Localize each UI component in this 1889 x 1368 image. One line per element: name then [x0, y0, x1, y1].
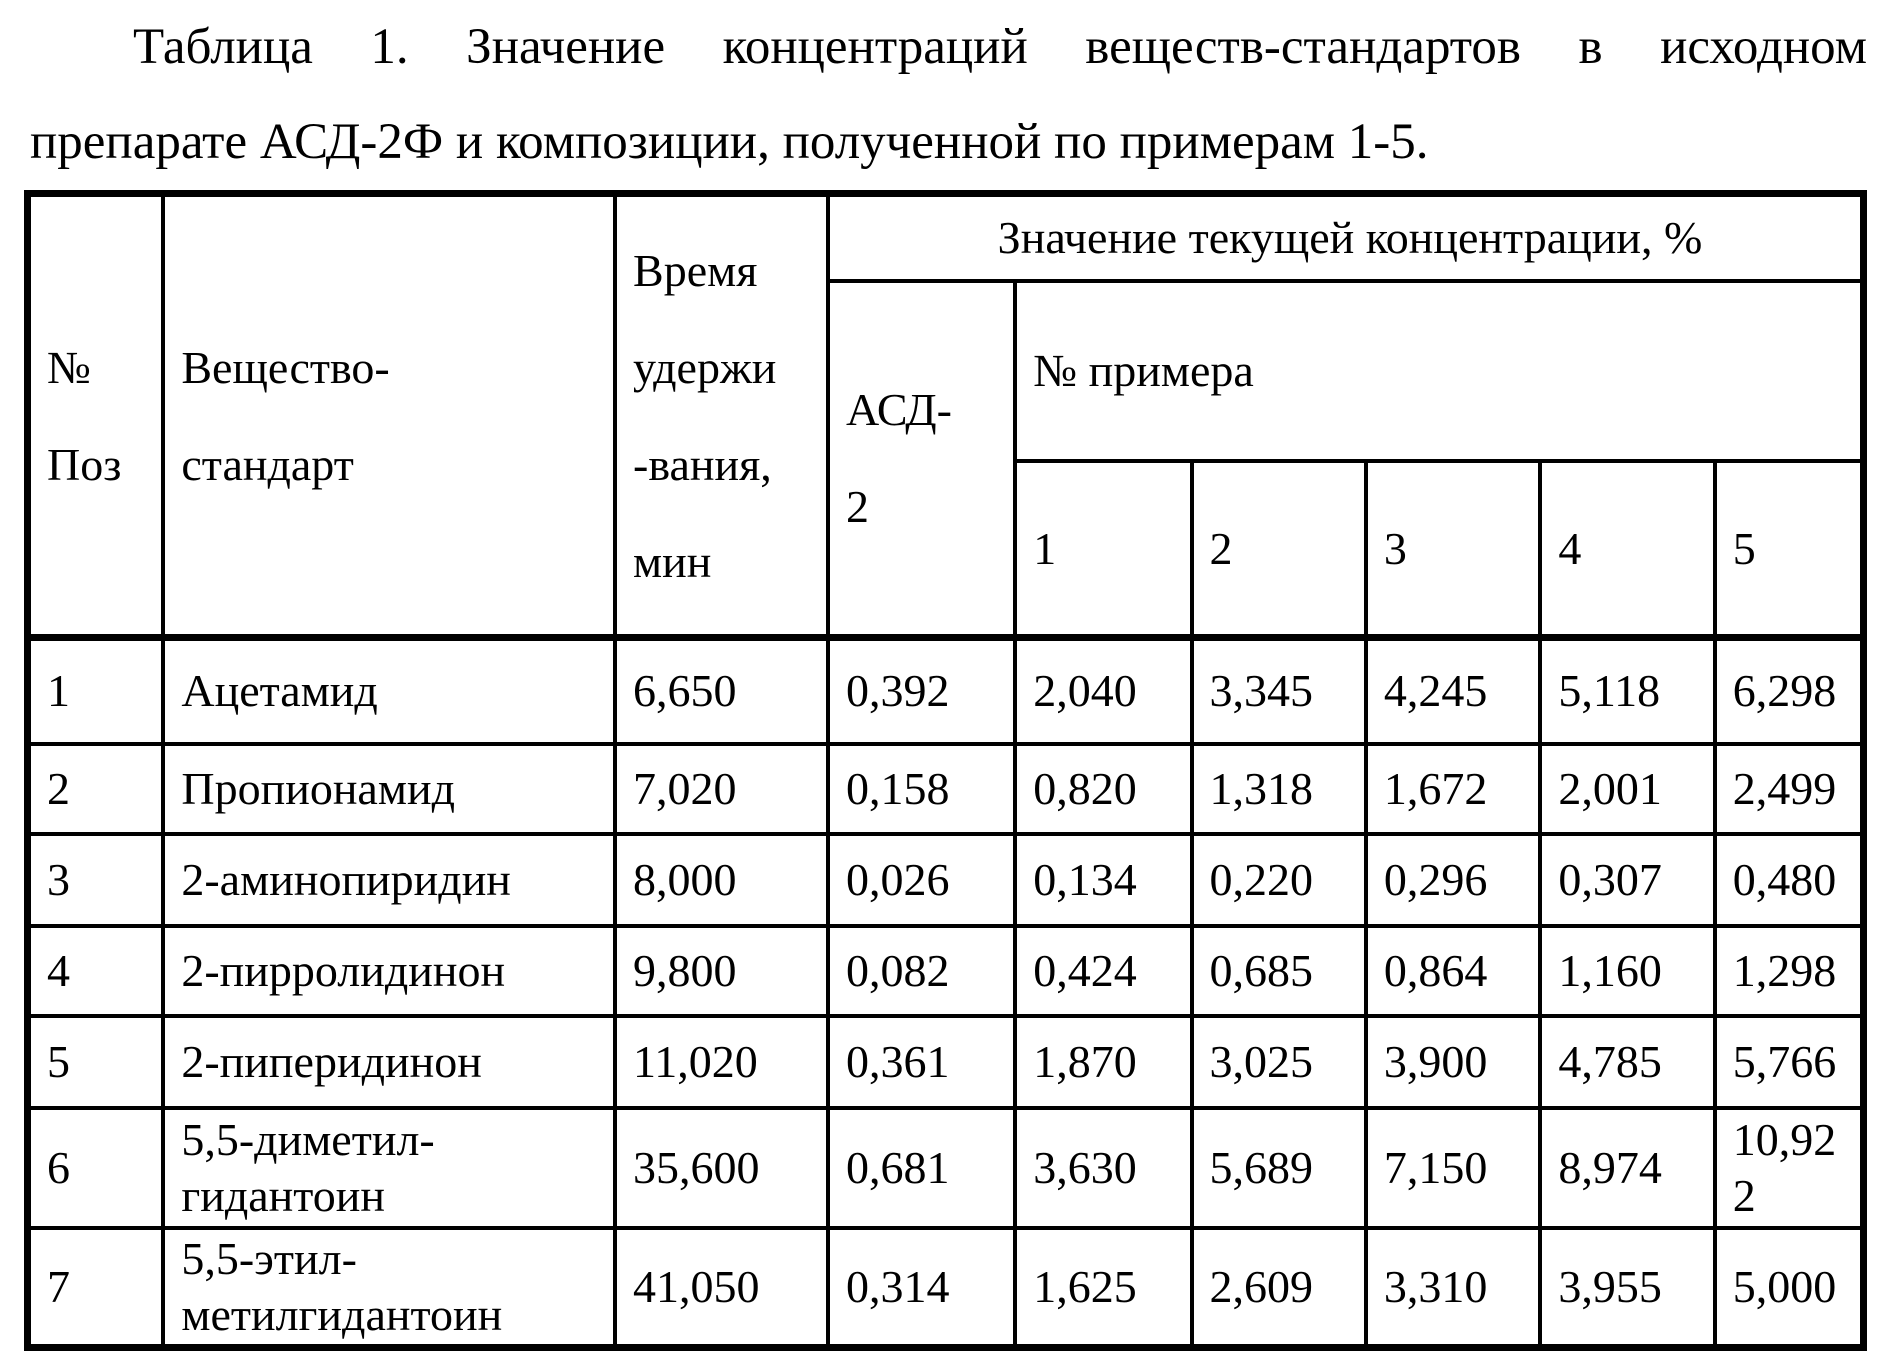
column-header-retention-time: Время удержи -вания, мин: [615, 194, 828, 638]
column-header-example-1: 1: [1015, 461, 1191, 638]
cell-example-2: 5,689: [1192, 1108, 1366, 1228]
cell-example-4: 1,160: [1540, 926, 1714, 1016]
cell-example-4: 2,001: [1540, 744, 1714, 834]
cell-substance: 2-пирролидинон: [163, 926, 615, 1016]
cell-example-3: 0,296: [1366, 834, 1540, 926]
cell-retention: 41,050: [615, 1228, 828, 1348]
cell-example-1: 0,820: [1015, 744, 1191, 834]
cell-example-1: 0,134: [1015, 834, 1191, 926]
cell-asd2: 0,158: [828, 744, 1015, 834]
cell-example-3: 0,864: [1366, 926, 1540, 1016]
column-header-example-2: 2: [1192, 461, 1366, 638]
cell-retention: 8,000: [615, 834, 828, 926]
cell-position: 2: [28, 744, 164, 834]
cell-example-4: 4,785: [1540, 1016, 1714, 1108]
cell-example-3: 3,310: [1366, 1228, 1540, 1348]
table-caption-line-2: препарате АСД-2Ф и композиции, полученной по примерам 1-5.: [30, 114, 1429, 170]
cell-example-3: 3,900: [1366, 1016, 1540, 1108]
cell-asd2: 0,026: [828, 834, 1015, 926]
table-row: [28, 744, 1864, 834]
cell-substance: 5,5-диметил- гидантоин: [163, 1108, 615, 1228]
cell-example-2: 3,345: [1192, 638, 1366, 744]
cell-position: 6: [28, 1108, 164, 1228]
cell-asd2: 0,314: [828, 1228, 1015, 1348]
concentration-table: [24, 190, 1867, 1351]
cell-asd2: 0,082: [828, 926, 1015, 1016]
column-header-example-3: 3: [1366, 461, 1540, 638]
column-header-example-5: 5: [1715, 461, 1864, 638]
cell-example-4: 5,118: [1540, 638, 1714, 744]
cell-position: 7: [28, 1228, 164, 1348]
cell-example-1: 3,630: [1015, 1108, 1191, 1228]
cell-retention: 9,800: [615, 926, 828, 1016]
column-header-asd2: АСД- 2: [828, 281, 1015, 638]
table-row: [28, 926, 1864, 1016]
cell-retention: 7,020: [615, 744, 828, 834]
cell-example-2: 1,318: [1192, 744, 1366, 834]
cell-position: 4: [28, 926, 164, 1016]
cell-position: 5: [28, 1016, 164, 1108]
cell-example-5: 0,480: [1715, 834, 1864, 926]
cell-asd2: 0,361: [828, 1016, 1015, 1108]
table-row: [28, 1108, 1864, 1228]
cell-example-5: 1,298: [1715, 926, 1864, 1016]
header-row-top: [28, 194, 1864, 281]
cell-example-5: 5,000: [1715, 1228, 1864, 1348]
cell-position: 1: [28, 638, 164, 744]
cell-substance: Пропионамид: [163, 744, 615, 834]
cell-example-2: 3,025: [1192, 1016, 1366, 1108]
cell-example-3: 1,672: [1366, 744, 1540, 834]
table-row: [28, 1228, 1864, 1348]
cell-example-4: 0,307: [1540, 834, 1714, 926]
cell-example-2: 2,609: [1192, 1228, 1366, 1348]
table-row: [28, 638, 1864, 744]
cell-example-2: 0,220: [1192, 834, 1366, 926]
column-group-header-concentration: Значение текущей концентрации, %: [828, 194, 1864, 281]
cell-example-1: 0,424: [1015, 926, 1191, 1016]
cell-substance: 2-пиперидинон: [163, 1016, 615, 1108]
cell-example-5: 6,298: [1715, 638, 1864, 744]
table-row: [28, 834, 1864, 926]
cell-substance: 5,5-этил- метилгидантоин: [163, 1228, 615, 1348]
cell-position: 3: [28, 834, 164, 926]
cell-substance: Ацетамид: [163, 638, 615, 744]
column-header-example-4: 4: [1540, 461, 1714, 638]
cell-example-5: 5,766: [1715, 1016, 1864, 1108]
table-caption: [30, 0, 1867, 190]
cell-substance: 2-аминопиридин: [163, 834, 615, 926]
column-header-position: № Поз: [28, 194, 164, 638]
cell-example-1: 1,870: [1015, 1016, 1191, 1108]
cell-example-2: 0,685: [1192, 926, 1366, 1016]
cell-example-3: 7,150: [1366, 1108, 1540, 1228]
cell-asd2: 0,681: [828, 1108, 1015, 1228]
cell-asd2: 0,392: [828, 638, 1015, 744]
cell-example-3: 4,245: [1366, 638, 1540, 744]
cell-retention: 11,020: [615, 1016, 828, 1108]
table-caption-line-1: Таблица 1. Значение концентраций веществ-стандартов в исходном: [133, 19, 1867, 75]
cell-example-4: 3,955: [1540, 1228, 1714, 1348]
column-header-substance: Вещество- стандарт: [163, 194, 615, 638]
column-group-header-example-number: № примера: [1015, 281, 1863, 461]
cell-retention: 6,650: [615, 638, 828, 744]
cell-example-5: 2,499: [1715, 744, 1864, 834]
table-row: [28, 1016, 1864, 1108]
cell-example-1: 1,625: [1015, 1228, 1191, 1348]
cell-example-4: 8,974: [1540, 1108, 1714, 1228]
cell-retention: 35,600: [615, 1108, 828, 1228]
cell-example-1: 2,040: [1015, 638, 1191, 744]
cell-example-5: 10,92 2: [1715, 1108, 1864, 1228]
